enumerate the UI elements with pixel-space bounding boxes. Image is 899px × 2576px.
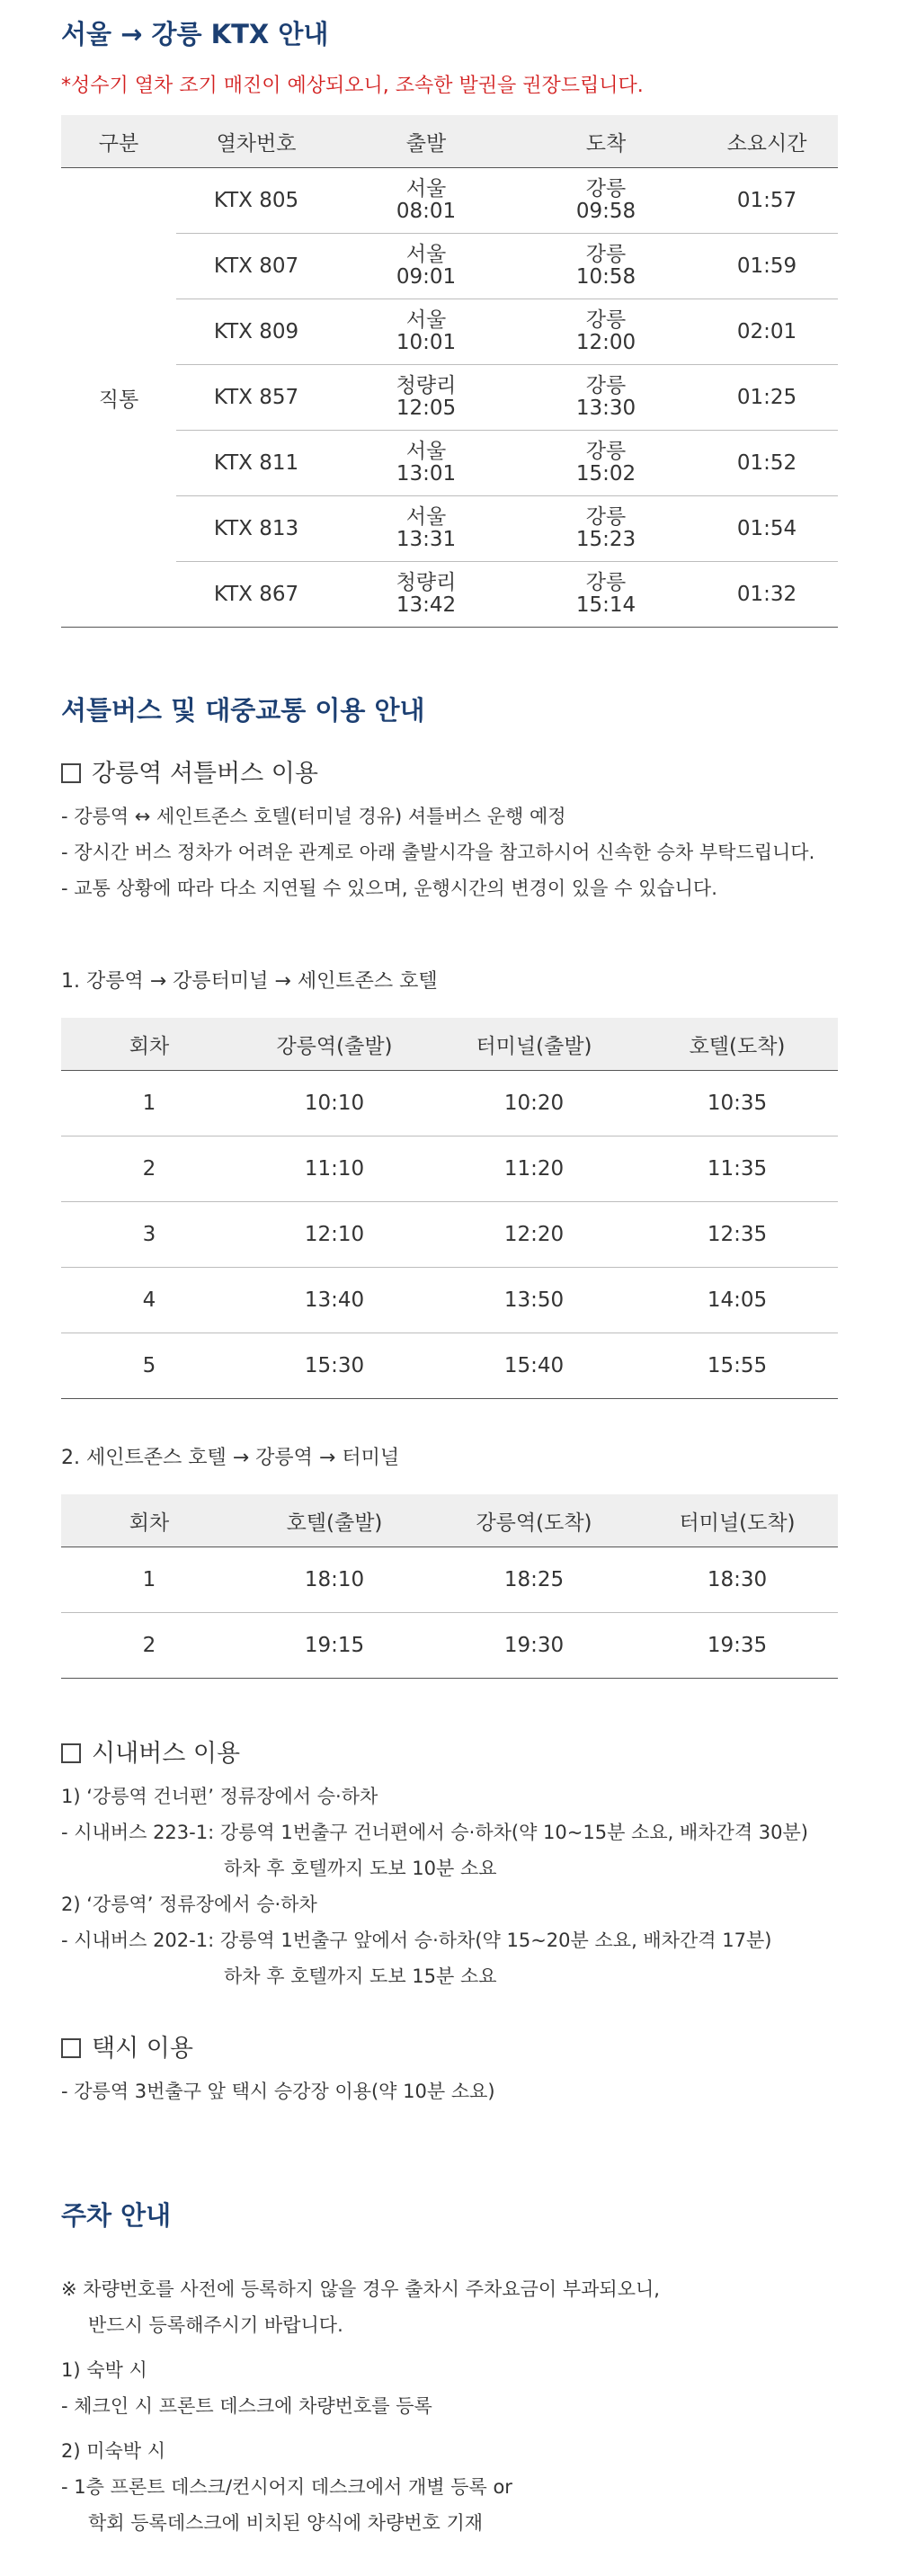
arrival-station: 강릉 (585, 440, 627, 463)
parking-notice: ※ 차량번호를 사전에 등록하지 않을 경우 출차시 주차요금이 부과되오니, (61, 2278, 660, 2300)
ktx-table-wrap (61, 115, 838, 628)
city-bus-line: - 시내버스 202-1: 강릉역 1번출구 앞에서 승·하차(약 15~20분 소요, 배차간격 17분) (61, 1930, 772, 1951)
parking-line: 1) 숙박 시 (61, 2359, 147, 2381)
ktx-timetable (61, 115, 838, 628)
column-header: 도착 (516, 115, 696, 168)
shuttle-intro (61, 757, 838, 906)
arrival-time: 09:58 (575, 200, 636, 223)
parking-line: - 체크인 시 프론트 데스크에 차량번호를 등록 (61, 2395, 432, 2417)
train-number: KTX 857 (176, 365, 336, 431)
duration-cell: 01:52 (696, 431, 838, 496)
train-number: KTX 867 (176, 562, 336, 628)
column-header: 강릉역(도착) (432, 1494, 636, 1547)
parking-line: - 1층 프론트 데스크/컨시어지 데스크에서 개별 등록 or (61, 2476, 512, 2498)
route1-title-wrap (61, 967, 838, 997)
arrival-station: 강릉 (585, 243, 627, 266)
table-row (61, 1202, 838, 1268)
city-bus-line: 하차 후 호텔까지 도보 10분 소요 (224, 1858, 497, 1879)
table-cell: 15:40 (432, 1333, 636, 1399)
departure-station: 서울 (405, 505, 447, 529)
city-bus-section (61, 1737, 838, 1994)
table-cell: 11:10 (237, 1136, 432, 1202)
table-row (61, 1071, 838, 1136)
arrival-time: 15:14 (575, 593, 636, 617)
train-number: KTX 805 (176, 168, 336, 234)
route2-timetable (61, 1494, 838, 1679)
departure-time: 13:42 (396, 593, 457, 617)
duration-cell: 01:59 (696, 234, 838, 299)
train-number: KTX 809 (176, 299, 336, 365)
departure-station: 서울 (405, 243, 447, 266)
parking-body (61, 2271, 838, 2541)
table-row (61, 299, 838, 365)
departure-station: 청량리 (396, 571, 457, 594)
ktx-section-title: 서울 → 강릉 KTX 안내 (61, 19, 329, 49)
parking-line: 학회 등록데스크에 비치된 양식에 차량번호 기재 (88, 2512, 484, 2534)
table-row (61, 1136, 838, 1202)
table-cell: 10:10 (237, 1071, 432, 1136)
route1-timetable (61, 1018, 838, 1399)
arrival-cell (516, 496, 696, 562)
departure-time: 13:31 (396, 528, 457, 551)
table-cell: 12:10 (237, 1202, 432, 1268)
table-row (61, 234, 838, 299)
departure-station: 서울 (405, 308, 447, 332)
table-cell: 1 (61, 1547, 237, 1613)
route1-table-wrap (61, 1018, 838, 1399)
train-number: KTX 807 (176, 234, 336, 299)
table-header-row (61, 115, 838, 168)
shuttle-section (61, 692, 838, 728)
column-header: 강릉역(출발) (237, 1018, 432, 1071)
departure-time: 09:01 (396, 265, 457, 289)
column-header: 터미널(출발) (432, 1018, 636, 1071)
departure-time: 13:01 (396, 462, 457, 486)
city-bus-line: 하차 후 호텔까지 도보 15분 소요 (224, 1965, 497, 1987)
shuttle-line: - 교통 상황에 따라 다소 지연될 수 있으며, 운행시간의 변경이 있을 수 있습니다. (61, 878, 717, 899)
departure-time: 10:01 (396, 331, 457, 354)
column-header: 회차 (61, 1494, 237, 1547)
arrival-cell (516, 431, 696, 496)
parking-section-title: 주차 안내 (61, 2200, 172, 2231)
shuttle-subtitle-text: 강릉역 셔틀버스 이용 (92, 760, 318, 788)
arrival-station: 강릉 (585, 308, 627, 332)
checkbox-square-icon (61, 1743, 81, 1763)
arrival-station: 강릉 (585, 571, 627, 594)
ktx-section (61, 16, 838, 101)
column-header: 출발 (336, 115, 516, 168)
departure-cell (336, 431, 516, 496)
table-cell: 18:10 (237, 1547, 432, 1613)
table-cell: 4 (61, 1268, 237, 1333)
table-cell: 10:35 (636, 1071, 838, 1136)
duration-cell: 01:25 (696, 365, 838, 431)
taxi-subtitle-text: 택시 이용 (92, 2035, 193, 2063)
column-header: 회차 (61, 1018, 237, 1071)
ktx-notice: *성수기 열차 조기 매진이 예상되오니, 조속한 발권을 권장드립니다. (61, 75, 644, 97)
table-cell: 11:35 (636, 1136, 838, 1202)
table-cell: 3 (61, 1202, 237, 1268)
table-cell: 13:40 (237, 1268, 432, 1333)
taxi-subtitle (61, 2032, 838, 2066)
departure-cell (336, 299, 516, 365)
taxi-section (61, 2032, 838, 2109)
table-cell: 13:50 (432, 1268, 636, 1333)
table-row (61, 1333, 838, 1399)
city-bus-subtitle (61, 1737, 838, 1771)
table-cell: 5 (61, 1333, 237, 1399)
column-header: 열차번호 (176, 115, 336, 168)
arrival-station: 강릉 (585, 374, 627, 397)
departure-station: 청량리 (396, 374, 457, 397)
table-cell: 12:35 (636, 1202, 838, 1268)
column-header: 호텔(출발) (237, 1494, 432, 1547)
route1-title: 1. 강릉역 → 강릉터미널 → 세인트존스 호텔 (61, 970, 438, 993)
departure-station: 서울 (405, 177, 447, 201)
table-cell: 12:20 (432, 1202, 636, 1268)
arrival-cell (516, 234, 696, 299)
table-row (61, 1268, 838, 1333)
train-number: KTX 811 (176, 431, 336, 496)
departure-cell (336, 168, 516, 234)
table-cell: 15:30 (237, 1333, 432, 1399)
arrival-station: 강릉 (585, 505, 627, 529)
column-header: 구분 (61, 115, 176, 168)
city-bus-subtitle-text: 시내버스 이용 (92, 1740, 241, 1768)
table-row (61, 365, 838, 431)
shuttle-line: - 강릉역 ↔ 세인트존스 호텔(터미널 경유) 셔틀버스 운행 예정 (61, 806, 566, 827)
route2-table-wrap (61, 1494, 838, 1679)
checkbox-square-icon (61, 2038, 81, 2058)
departure-cell (336, 562, 516, 628)
table-cell: 2 (61, 1136, 237, 1202)
route2-title-wrap (61, 1443, 838, 1474)
checkbox-square-icon (61, 763, 81, 783)
arrival-cell (516, 365, 696, 431)
table-cell: 1 (61, 1071, 237, 1136)
arrival-cell (516, 168, 696, 234)
table-header-row (61, 1018, 838, 1071)
departure-cell (336, 234, 516, 299)
route2-title: 2. 세인트존스 호텔 → 강릉역 → 터미널 (61, 1447, 400, 1469)
category-cell: 직통 (61, 168, 176, 628)
arrival-time: 15:02 (575, 462, 636, 486)
city-bus-line: 1) ‘강릉역 건너편’ 정류장에서 승·하차 (61, 1786, 378, 1807)
table-cell: 18:25 (432, 1547, 636, 1613)
departure-time: 08:01 (396, 200, 457, 223)
train-number: KTX 813 (176, 496, 336, 562)
departure-station: 서울 (405, 440, 447, 463)
table-row (61, 1547, 838, 1613)
arrival-time: 10:58 (575, 265, 636, 289)
table-cell: 10:20 (432, 1071, 636, 1136)
duration-cell: 01:57 (696, 168, 838, 234)
city-bus-line: - 시내버스 223-1: 강릉역 1번출구 건너편에서 승·하차(약 10~15분 소요, 배차간격 30분) (61, 1822, 809, 1843)
column-header: 소요시간 (696, 115, 838, 168)
duration-cell: 01:32 (696, 562, 838, 628)
duration-cell: 01:54 (696, 496, 838, 562)
table-cell: 19:30 (432, 1613, 636, 1679)
table-row (61, 562, 838, 628)
table-cell: 11:20 (432, 1136, 636, 1202)
duration-cell: 02:01 (696, 299, 838, 365)
shuttle-line: - 장시간 버스 정차가 어려운 관계로 아래 출발시각을 참고하시어 신속한 승차 부탁드립니다. (61, 842, 815, 863)
table-header-row (61, 1494, 838, 1547)
taxi-line: - 강릉역 3번출구 앞 택시 승강장 이용(약 10분 소요) (61, 2081, 495, 2102)
table-cell: 19:35 (636, 1613, 838, 1679)
arrival-time: 13:30 (575, 397, 636, 420)
parking-line: 2) 미숙박 시 (61, 2440, 166, 2462)
arrival-cell (516, 299, 696, 365)
table-row (61, 168, 838, 234)
departure-cell (336, 365, 516, 431)
table-row (61, 1613, 838, 1679)
shuttle-subtitle (61, 757, 838, 791)
table-cell: 14:05 (636, 1268, 838, 1333)
departure-time: 12:05 (396, 397, 457, 420)
table-row (61, 496, 838, 562)
table-cell: 2 (61, 1613, 237, 1679)
table-cell: 18:30 (636, 1547, 838, 1613)
table-row (61, 431, 838, 496)
column-header: 호텔(도착) (636, 1018, 838, 1071)
parking-notice-cont: 반드시 등록해주시기 바랍니다. (88, 2314, 343, 2336)
arrival-time: 12:00 (575, 331, 636, 354)
table-cell: 15:55 (636, 1333, 838, 1399)
table-cell: 19:15 (237, 1613, 432, 1679)
column-header: 터미널(도착) (636, 1494, 838, 1547)
arrival-time: 15:23 (575, 528, 636, 551)
departure-cell (336, 496, 516, 562)
city-bus-line: 2) ‘강릉역’ 정류장에서 승·하차 (61, 1894, 317, 1915)
arrival-cell (516, 562, 696, 628)
parking-section (61, 2197, 838, 2233)
shuttle-section-title: 셔틀버스 및 대중교통 이용 안내 (61, 695, 425, 726)
arrival-station: 강릉 (585, 177, 627, 201)
